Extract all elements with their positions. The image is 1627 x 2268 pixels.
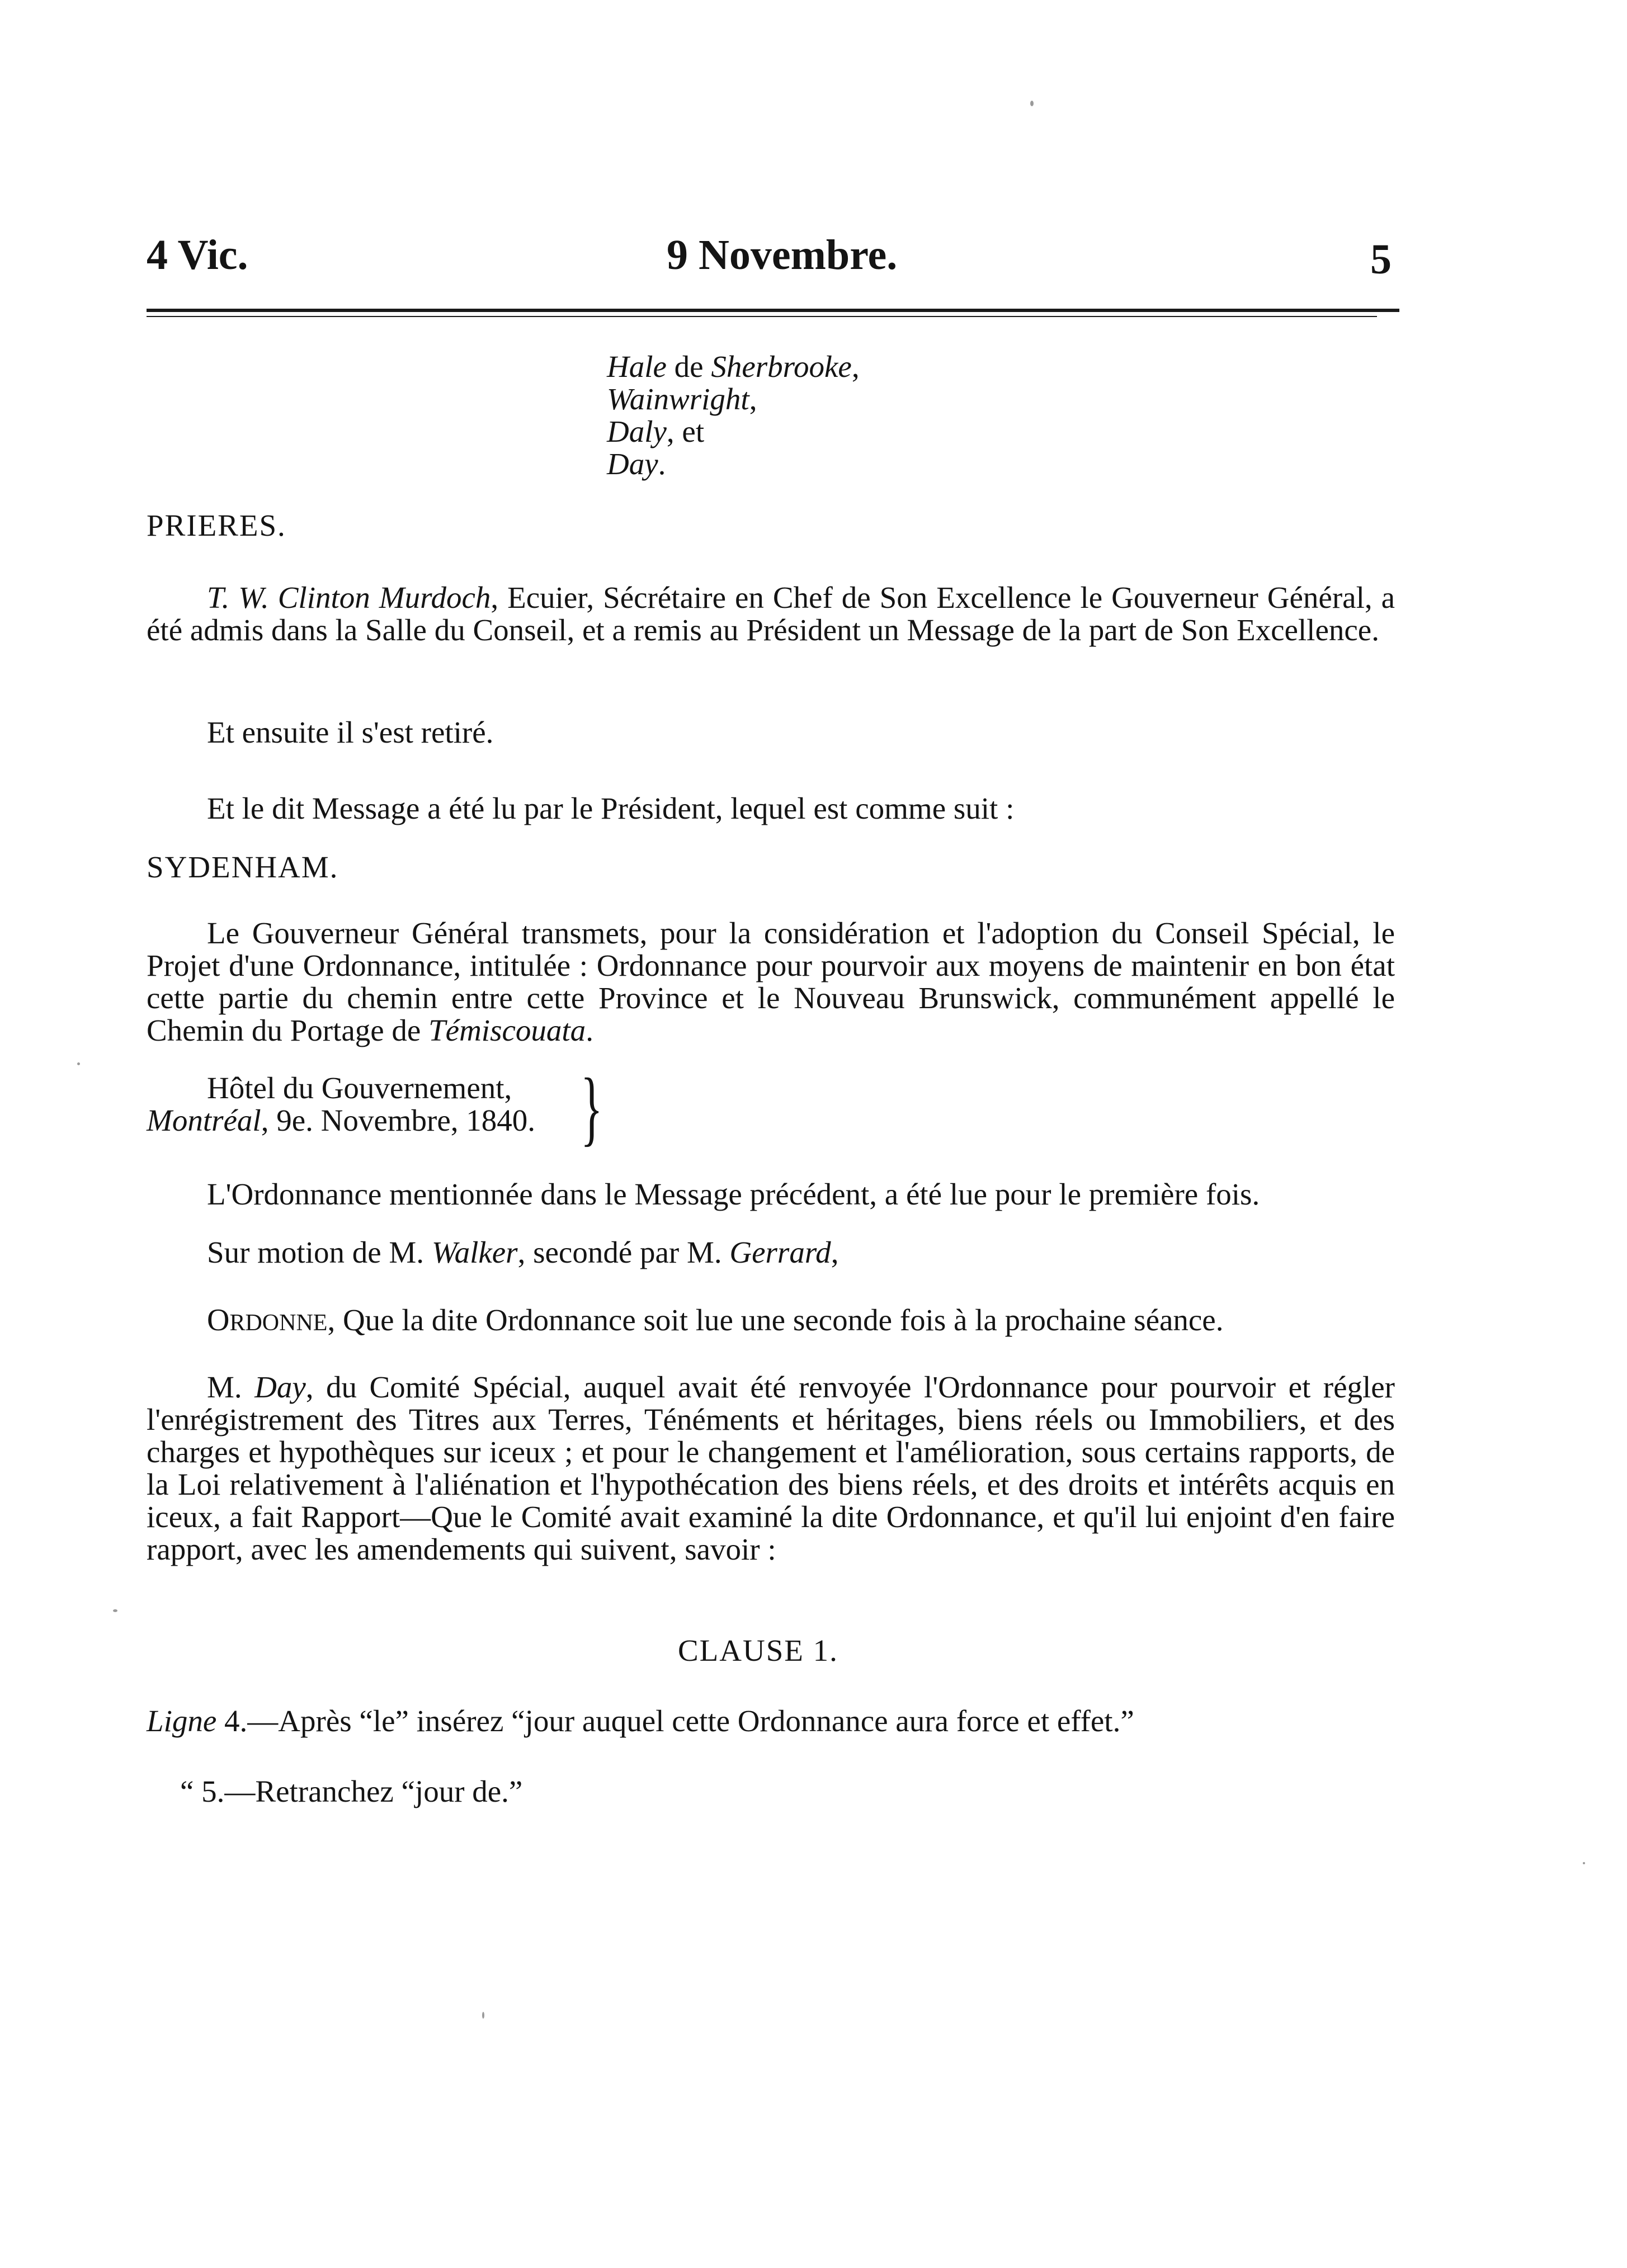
amendment-line: Ligne 4.—Après “le” insérez “jour auquel cette Ordonnance aura force et effet.”: [147, 1704, 1134, 1738]
clause-heading: CLAUSE 1.: [678, 1633, 838, 1667]
ordinance-read-line: L'Ordonnance mentionnée dans le Message précédent, a été lue pour le première fois.: [207, 1177, 1260, 1211]
member-line: Day.: [607, 447, 666, 481]
dateline-line-2: Montréal, 9e. Novembre, 1840.: [147, 1103, 536, 1137]
scan-speck: [113, 1609, 117, 1612]
sydenham-signature: SYDENHAM.: [147, 850, 339, 884]
message-read-line: Et le dit Message a été lu par le Président, lequel est comme suit :: [207, 791, 1015, 825]
prieres-heading: PRIERES.: [147, 508, 286, 542]
governor-message-paragraph: Le Gouverneur Général transmets, pour la considération et l'adoption du Conseil Spécial, le Projet d'une Ordonnance, intitulée : Ordonnance pour pourvoir aux moyens de maintenir en bon état cette partie du chemin entre cette Province et le Nouveau Brunswick, communément appellé le Chemin du Portage de Témiscouata.: [147, 916, 1395, 1047]
scan-speck: [1583, 1862, 1585, 1864]
member-line: Daly, et: [607, 414, 705, 448]
page-number: 5: [1370, 236, 1392, 283]
scan-speck: [482, 2012, 484, 2019]
member-line: Wainwright,: [607, 382, 757, 416]
murdoch-paragraph: T. W. Clinton Murdoch, Ecuier, Sécrétaire en Chef de Son Excellence le Gouverneur Général, a été admis dans la Salle du Conseil, et a remis au Président un Message de la part de Son Excellence.: [147, 580, 1395, 647]
retire-line: Et ensuite il s'est retiré.: [207, 715, 494, 749]
header-date: 9 Novembre.: [667, 231, 898, 278]
header-rule-thin: [147, 316, 1377, 317]
scan-speck: [77, 1062, 80, 1065]
member-line: Hale de Sherbrooke,: [607, 349, 860, 384]
ordonne-line: ORDONNE, Que la dite Ordonnance soit lue une seconde fois à la prochaine séance.: [207, 1303, 1224, 1338]
motion-line: Sur motion de M. Walker, secondé par M. Gerrard,: [207, 1235, 839, 1269]
header-rule-thick: [147, 309, 1399, 312]
amendment-line: “ 5.—Retranchez “jour de.”: [180, 1774, 523, 1808]
scan-speck: [1030, 101, 1034, 106]
header-regnal-year: 4 Vic.: [147, 231, 248, 278]
dateline-line-1: Hôtel du Gouvernement,: [207, 1071, 512, 1105]
day-report-paragraph: M. Day, du Comité Spécial, auquel avait été renvoyée l'Ordonnance pour pourvoir et régler l'enrégistrement des Titres aux Terres, Ténéments et héritages, biens réels ou Immobiliers, et des charges et hypothèques sur iceux ; et pour le changement et l'amélioration, sous certains rapports, de la Loi relativement à l'aliénation et l'hypothécation des biens réels, et des droits et intérêts acquis en iceux, a fait Rapport—Que le Comité avait examiné la dite Ordonnance, et qu'il lui enjoint d'en faire rapport, avec les amendements qui suivent, savoir :: [147, 1370, 1395, 1566]
right-brace: }: [581, 1061, 603, 1154]
